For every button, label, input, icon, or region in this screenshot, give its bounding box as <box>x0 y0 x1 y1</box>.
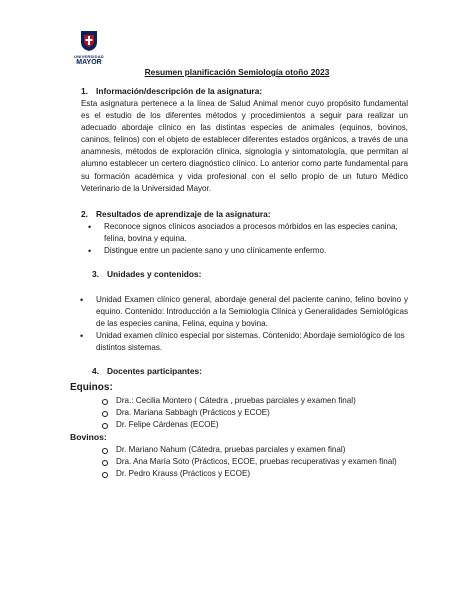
learning-outcome-1: Reconoce signos clínicos asociados a procesos mórbidos en las especies canina, felina, bovina y equina. <box>104 222 398 243</box>
section-3-number: 3. <box>92 269 99 279</box>
circle-bullet-icon <box>102 460 108 466</box>
circle-bullet-icon <box>102 448 108 454</box>
circle-bullet-icon <box>102 411 108 417</box>
list-item <box>116 395 356 407</box>
logo-line-2: MAYOR <box>76 59 102 66</box>
logo-line-1: UNIVERSIDAD <box>74 54 104 59</box>
page-title: Resumen planificación Semiología otoño 2023 <box>144 67 330 77</box>
list-item <box>116 468 250 480</box>
unit-1: Unidad Examen clínico general, abordaje general del paciente canino, felino bovino y equino. Contenido: Introducción a la Semiología Clínica y Generalidades Semiológicas de las especies canina, Felina, equina y bovina. <box>96 295 408 328</box>
section-3-heading <box>92 269 201 279</box>
list-item <box>116 407 270 419</box>
bullet-icon: • <box>80 331 84 341</box>
docente-bovinos-2: Dra. Ana María Soto (Prácticos, ECOE, pruebas recuperativas y examen final) <box>116 457 397 466</box>
shield-icon <box>80 30 98 52</box>
section-2-number: 2. <box>81 209 88 219</box>
section-4-title: Docentes participantes: <box>107 366 202 376</box>
learning-outcome-2: Distingue entre un paciente sano y uno clínicamente enfermo. <box>104 246 327 255</box>
list-item <box>80 330 408 354</box>
list-item <box>80 294 408 330</box>
bullet-icon: • <box>88 246 92 256</box>
list-item <box>88 221 408 245</box>
bullet-icon: • <box>88 222 92 232</box>
bovinos-label: Bovinos: <box>70 432 107 442</box>
docente-bovinos-1: Dr. Mariano Nahum (Cátedra, pruebas parciales y examen final) <box>116 445 346 454</box>
circle-bullet-icon <box>102 399 108 405</box>
circle-bullet-icon <box>102 423 108 429</box>
equinos-label: Equinos: <box>70 382 113 393</box>
section-4-heading <box>92 366 202 376</box>
docente-equinos-1: Dra.: Cecilia Montero ( Cátedra , pruebas parciales y examen final) <box>116 396 356 405</box>
list-item <box>116 456 397 468</box>
docente-bovinos-3: Dr. Pedro Krauss (Prácticos y ECOE) <box>116 469 251 478</box>
section-2-title: Resultados de aprendizaje de la asignatura: <box>96 209 271 219</box>
section-1-title: Información/descripción de la asignatura: <box>96 86 263 96</box>
section-3-title: Unidades y contenidos: <box>107 269 202 279</box>
circle-bullet-icon <box>102 472 108 478</box>
section-1-paragraph: Esta asignatura pertenece a la línea de Salud Animal menor cuyo propósito fundamental es el estudio de los diferentes métodos y procedimientos a seguir para realizar un adecuado abordaje clínico en las distintas especies de animales (equinos, bovinos, caninos, felinos) con el objeto de establecer diferentes estados orgánicos, a través de una anamnesis, métodos de exploración clínica, signología y sintomatología, que permitan al alumno establecer un certero diagnóstico clínico. Lo anterior como parte fundamental para su formación académica y vida profesional con el sello propio de un futuro Médico Veterinario de la Universidad Mayor. <box>81 99 408 193</box>
list-item <box>88 245 408 257</box>
section-4-number: 4. <box>92 366 99 376</box>
list-item <box>116 444 345 456</box>
docente-equinos-2: Dra. Mariana Sabbagh (Prácticos y ECOE) <box>116 408 270 417</box>
section-2-heading <box>81 209 271 219</box>
list-item <box>116 419 219 431</box>
section-1-number: 1. <box>81 86 88 96</box>
section-1-heading <box>81 86 262 96</box>
unit-2: Unidad examen clínico especial por sistemas. Contenido: Abordaje semiológico de los distintos sistemas. <box>96 331 405 352</box>
bullet-icon: • <box>80 295 84 305</box>
docente-equinos-3: Dr. Felipe Cárdenas (ECOE) <box>116 420 219 429</box>
